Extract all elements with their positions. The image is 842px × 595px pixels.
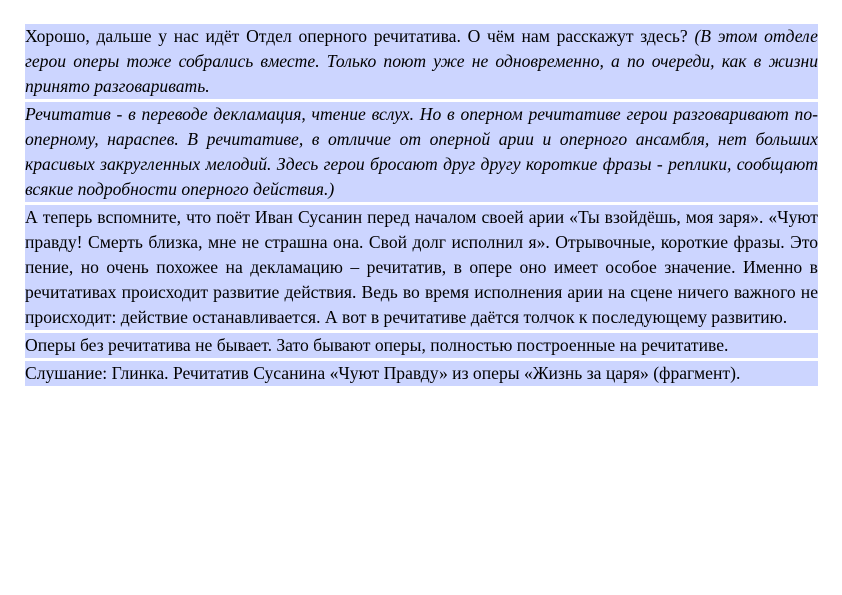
paragraph-intro (25, 24, 818, 99)
paragraph-opera-without-recitative: Оперы без речитатива не бывает. Зато бывают оперы, полностью построенные на речитативе. (25, 333, 818, 358)
intro-text: Хорошо, дальше у нас идёт Отдел оперного речитатива. О чём нам расскажут здесь? (25, 26, 695, 46)
intro-italic-text: (В этом отделе герои оперы тоже собрались вместе. Только поют уже не одновременно, а по очереди, как в жизни принято разговаривать. (25, 26, 818, 96)
paragraph-listening: Слушание: Глинка. Речитатив Сусанина «Чуют Правду» из оперы «Жизнь за царя» (фрагмент). (25, 361, 818, 386)
paragraph-susanin-example: А теперь вспомните, что поёт Иван Сусанин перед началом своей арии «Ты взойдёшь, моя заря». «Чуют правду! Смерть близка, мне не страшна она. Свой долг исполнил я». Отрывочные, короткие фразы. Это пение, но очень похожее на декламацию – речитатив, в опере оно имеет особое значение. Именно в речитативах происходит развитие действия. Ведь во время исполнения арии на сцене ничего важного не происходит: действие останавливается. А вот в речитативе даётся толчок к последующему развитию. (25, 205, 818, 330)
paragraph-recitative-definition: Речитатив - в переводе декламация, чтение вслух. Но в оперном речитативе герои разговаривают по-оперному, нараспев. В речитативе, в отличие от оперной арии и оперного ансамбля, нет больших красивых закругленных мелодий. Здесь герои бросают друг другу короткие фразы - реплики, сообщают всякие подробности оперного действия.) (25, 102, 818, 202)
text-block (25, 24, 818, 386)
